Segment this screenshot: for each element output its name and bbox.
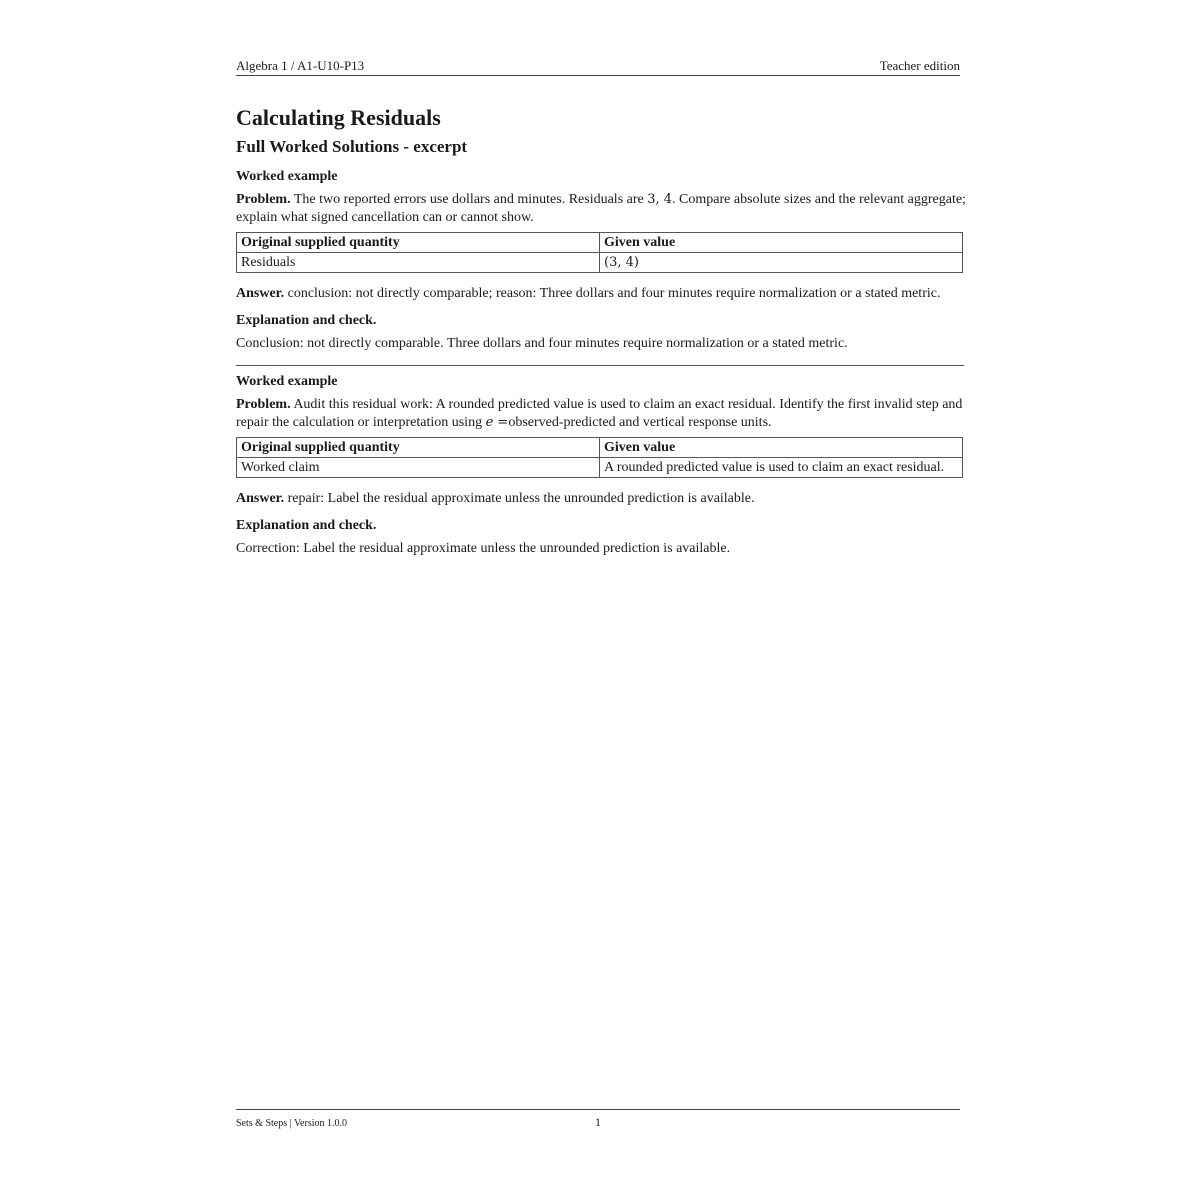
running-footer	[236, 1109, 960, 1129]
breadcrumb: Algebra 1 / A1-U10-P13	[236, 58, 365, 73]
edition-label: Teacher edition	[879, 58, 960, 73]
column-header-value: Given value	[600, 438, 963, 458]
answer-label: Answer.	[236, 491, 285, 506]
cell-quantity: Residuals	[237, 253, 600, 273]
math-equals: =	[497, 415, 509, 430]
answer	[236, 285, 966, 303]
answer-text: conclusion: not directly comparable; reason: Three dollars and four minutes require normalization or a stated metric.	[287, 286, 941, 301]
problem-text-cont: . Compare absolute sizes and the relevant aggregate; explain what signed cancellation can or cannot show.	[236, 192, 966, 225]
given-values-table	[236, 437, 963, 478]
cell-value: (3, 4)	[600, 253, 963, 273]
problem-math	[486, 415, 509, 430]
table-header-row	[237, 233, 963, 253]
problem-statement	[236, 191, 966, 227]
explanation-text: Conclusion: not directly comparable. Three dollars and four minutes require normalization or a stated metric.	[236, 336, 848, 351]
example-heading: Worked example	[236, 169, 338, 184]
page-title: Calculating Residuals	[236, 105, 441, 130]
math-variable: e	[485, 415, 494, 430]
worked-example-1	[236, 167, 966, 353]
explanation-heading: Explanation and check.	[236, 313, 377, 328]
cell-quantity: Worked claim	[237, 458, 600, 478]
problem-math: 3, 4	[647, 192, 673, 207]
problem-statement	[236, 396, 966, 432]
explanation-heading: Explanation and check.	[236, 518, 377, 533]
cell-value: A rounded predicted value is used to claim an exact residual.	[600, 458, 963, 478]
column-header-value: Given value	[600, 233, 963, 253]
footer-version: Sets & Steps | Version 1.0.0	[236, 1118, 347, 1129]
answer-label: Answer.	[236, 286, 285, 301]
example-heading: Worked example	[236, 374, 338, 389]
table-row	[237, 458, 963, 478]
page-subtitle: Full Worked Solutions - excerpt	[236, 137, 468, 156]
column-header-quantity: Original supplied quantity	[237, 233, 600, 253]
answer-text: repair: Label the residual approximate unless the unrounded prediction is available.	[287, 491, 755, 506]
table-row	[237, 253, 963, 273]
answer	[236, 490, 966, 508]
column-header-quantity: Original supplied quantity	[237, 438, 600, 458]
table-header-row	[237, 438, 963, 458]
given-values-table	[236, 232, 963, 273]
example-divider	[236, 365, 964, 366]
problem-text: The two reported errors use dollars and minutes. Residuals are	[293, 192, 644, 207]
main-content	[236, 104, 966, 558]
explanation-text: Correction: Label the residual approximate unless the unrounded prediction is available.	[236, 541, 731, 556]
problem-label: Problem.	[236, 192, 291, 207]
running-header	[236, 58, 960, 76]
problem-text: Audit this residual work: A rounded predicted value is used to claim an exact residual. Identify the first invalid step and repair the calculation or interpretation using	[236, 397, 963, 430]
worked-example-2	[236, 372, 966, 558]
problem-label: Problem.	[236, 397, 291, 412]
page-number: 1	[595, 1115, 601, 1129]
problem-text-cont: observed-predicted and vertical response units.	[508, 415, 772, 430]
